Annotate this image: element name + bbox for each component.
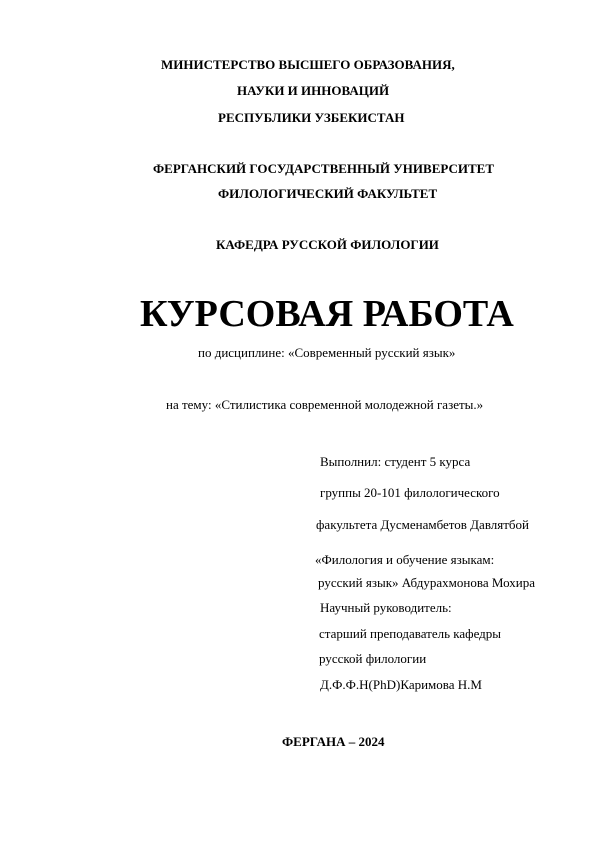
discipline-line: по дисциплине: «Современный русский язык» <box>198 345 456 360</box>
city-year: ФЕРГАНА – 2024 <box>282 734 385 749</box>
supervisor-line: старший преподаватель кафедры <box>319 626 502 641</box>
department-name: КАФЕДРА РУССКОЙ ФИЛОЛОГИИ <box>216 237 439 252</box>
author-line: Выполнил: студент 5 курса <box>320 454 471 469</box>
author-line: русский язык» Абдурахмонова Мохира <box>318 575 535 590</box>
university-name: ФЕРГАНСКИЙ ГОСУДАРСТВЕННЫЙ УНИВЕРСИТЕТ <box>153 161 494 176</box>
author-line: группы 20-101 филологического <box>320 485 500 500</box>
ministry-line-2: НАУКИ И ИННОВАЦИЙ <box>237 83 390 98</box>
supervisor-line: русской филологии <box>319 651 427 666</box>
supervisor-name: Д.Ф.Ф.Н(PhD)Каримова Н.М <box>320 677 482 692</box>
author-line: «Филология и обучение языкам: <box>315 552 495 567</box>
ministry-line-1: МИНИСТЕРСТВО ВЫСШЕГО ОБРАЗОВАНИЯ, <box>161 57 455 72</box>
author-line: факультета Дусменамбетов Давлятбой <box>316 517 530 532</box>
document-title: КУРСОВАЯ РАБОТА <box>140 293 514 335</box>
supervisor-label: Научный руководитель: <box>320 600 452 615</box>
faculty-name: ФИЛОЛОГИЧЕСКИЙ ФАКУЛЬТЕТ <box>218 186 438 201</box>
ministry-line-3: РЕСПУБЛИКИ УЗБЕКИСТАН <box>218 110 405 125</box>
topic-line: на тему: «Стилистика современной молодежной газеты.» <box>166 397 484 412</box>
